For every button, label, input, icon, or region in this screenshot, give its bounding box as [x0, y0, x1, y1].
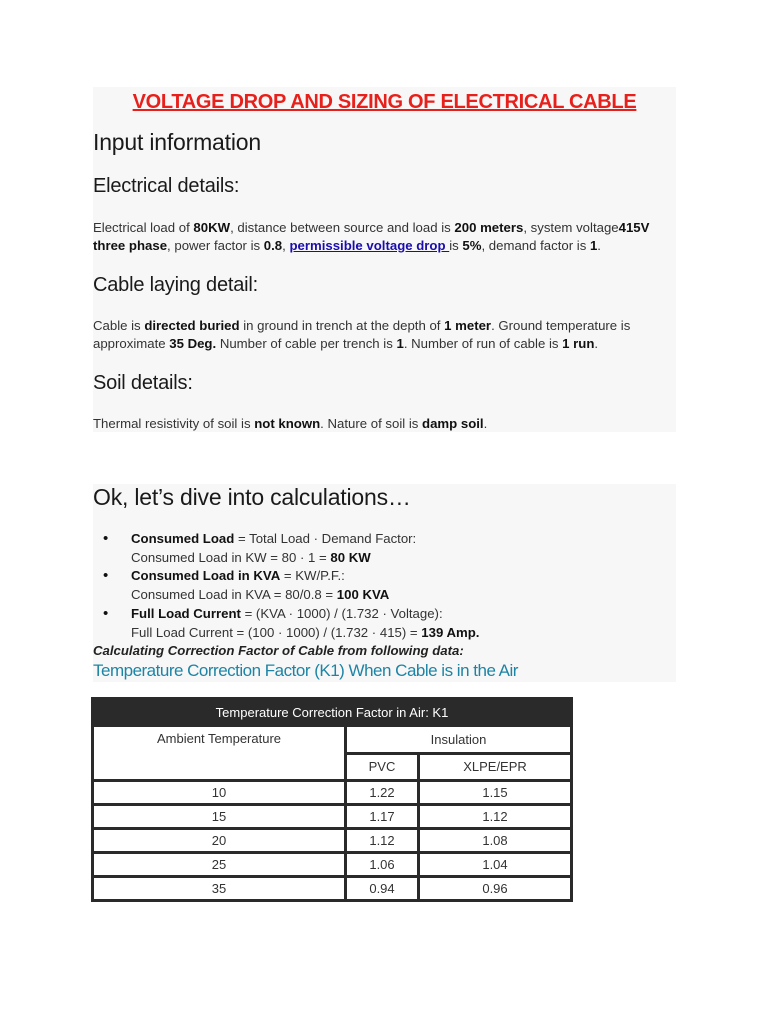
cell-ambient: 10	[93, 781, 346, 805]
list-item-result: Full Load Current = (100 · 1000) / (1.732 · 415) = 139 Amp.	[131, 624, 480, 640]
cell-ambient: 15	[93, 805, 346, 829]
list-item: • Consumed Load in KVA = KW/P.F.:	[93, 567, 676, 586]
col-pvc: PVC	[346, 753, 419, 781]
list-item: • Consumed Load = Total Load · Demand Factor:	[93, 530, 676, 549]
cell-ambient: 35	[93, 877, 346, 901]
input-section	[93, 87, 676, 432]
soil-paragraph: Thermal resistivity of soil is not known. Nature of soil is damp soil.	[93, 416, 488, 431]
cable-paragraph-line2: approximate 35 Deg. Number of cable per trench is 1. Number of run of cable is 1 run.	[93, 336, 599, 351]
list-item-result: Consumed Load in KW = 80 · 1 = 80 KW	[131, 549, 371, 565]
cell-pvc: 0.94	[346, 877, 419, 901]
table-row	[93, 781, 572, 805]
col-ambient-temperature: Ambient Temperature	[93, 726, 346, 781]
cable-paragraph-line1: Cable is directed buried in ground in trench at the depth of 1 meter. Ground temperature is	[93, 318, 631, 333]
col-xlpe: XLPE/EPR	[419, 753, 572, 781]
k1-table	[91, 697, 573, 902]
k1-heading: Temperature Correction Factor (K1) When Cable is in the Air	[93, 661, 518, 680]
cell-ambient: 20	[93, 829, 346, 853]
page-title: VOLTAGE DROP AND SIZING OF ELECTRICAL CABLE	[132, 91, 637, 113]
calc-heading: Ok, let’s dive into calculations…	[93, 484, 411, 510]
table-row	[93, 805, 572, 829]
cell-pvc: 1.17	[346, 805, 419, 829]
electrical-paragraph-line1: Electrical load of 80KW, distance between source and load is 200 meters, system voltage415V	[93, 220, 650, 235]
cell-xlpe: 1.12	[419, 805, 572, 829]
list-item: • Full Load Current = (KVA · 1000) / (1.732 · Voltage):	[93, 605, 676, 624]
table-row	[93, 853, 572, 877]
list-item-result: Consumed Load in KVA = 80/0.8 = 100 KVA	[131, 587, 390, 603]
input-heading: Input information	[93, 129, 261, 155]
cell-xlpe: 1.08	[419, 829, 572, 853]
cell-pvc: 1.06	[346, 853, 419, 877]
table-row	[93, 877, 572, 901]
cell-pvc: 1.22	[346, 781, 419, 805]
permissible-voltage-drop-link[interactable]: permissible voltage drop	[289, 238, 450, 253]
calculation-section	[93, 484, 676, 682]
cell-xlpe: 1.15	[419, 781, 572, 805]
soil-heading: Soil details:	[93, 372, 193, 394]
table-caption: Temperature Correction Factor in Air: K1	[93, 699, 572, 726]
cell-ambient: 25	[93, 853, 346, 877]
cell-xlpe: 1.04	[419, 853, 572, 877]
calc-list	[93, 530, 676, 642]
cell-xlpe: 0.96	[419, 877, 572, 901]
cable-heading: Cable laying detail:	[93, 274, 258, 296]
col-insulation: Insulation	[346, 726, 572, 754]
electrical-paragraph-line2: three phase, power factor is 0.8, permissible voltage drop is 5%, demand factor is 1.	[93, 238, 601, 253]
cell-pvc: 1.12	[346, 829, 419, 853]
electrical-heading: Electrical details:	[93, 175, 240, 197]
table-row	[93, 829, 572, 853]
correction-note: Calculating Correction Factor of Cable from following data:	[93, 643, 464, 658]
